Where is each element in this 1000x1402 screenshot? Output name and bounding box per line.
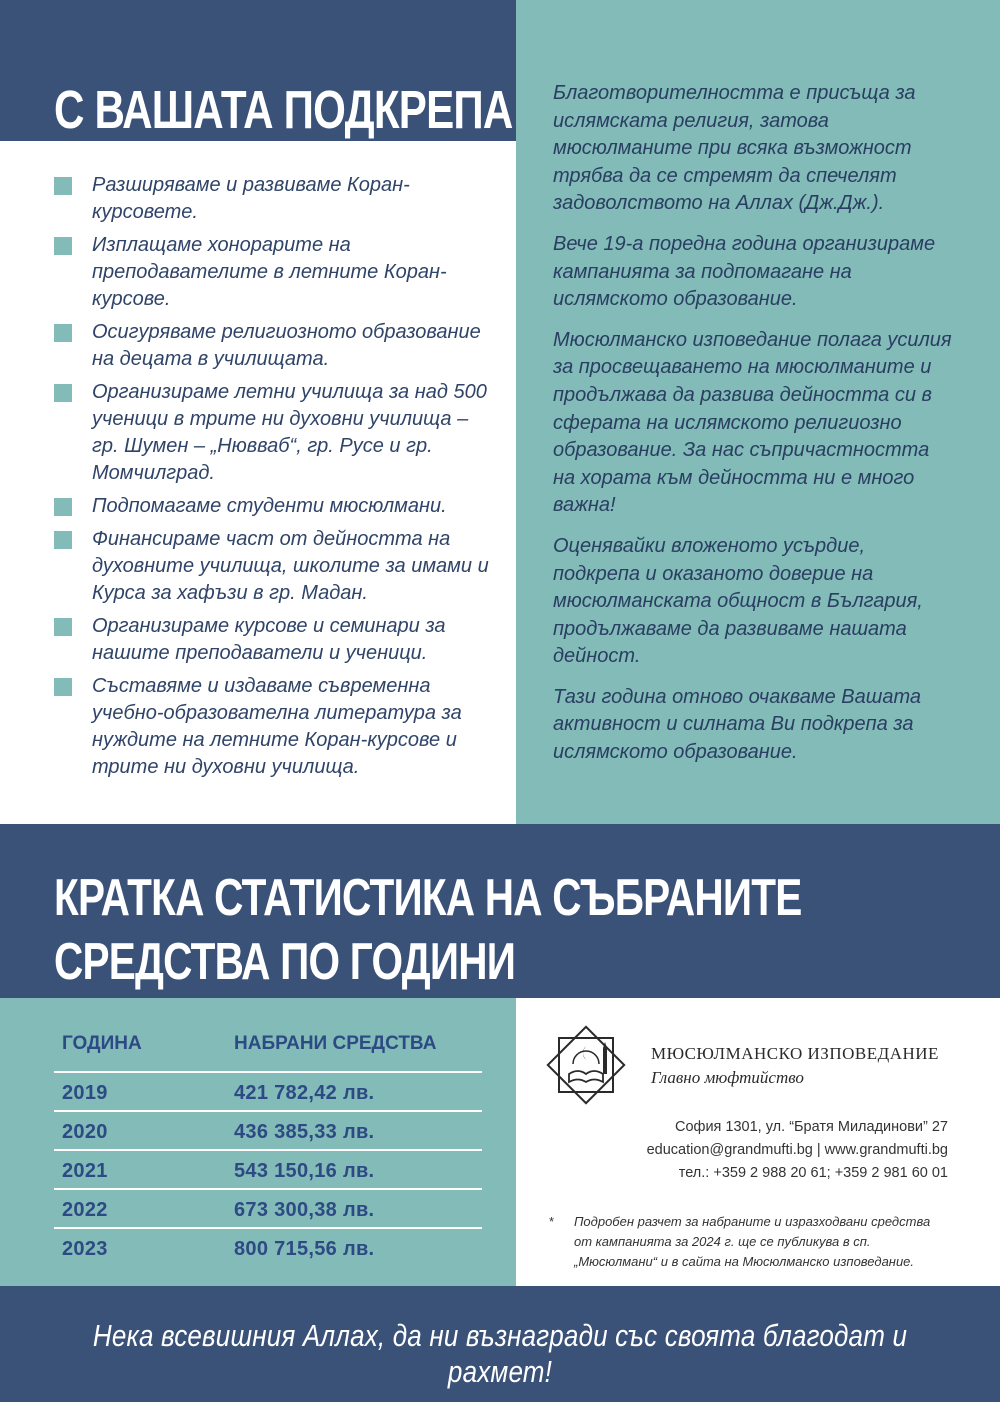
list-item-text: Подпомагаме студенти мюсюлмани. [92,495,447,517]
list-item [54,613,494,667]
table-cell-year: 2020 [62,1121,108,1143]
list-item [54,232,494,313]
table-cell-amount: 800 715,56 лв. [234,1238,375,1260]
table-cell-amount: 543 150,16 лв. [234,1160,375,1182]
table-cell-year: 2022 [62,1199,108,1221]
column-header-amount: НАБРАНИ СРЕДСТВА [234,1033,437,1054]
list-item [54,673,494,781]
intro-paragraph: Тази година отново очакваме Вашата активност и силната Ви подкрепа за ислямското образование. [553,685,922,764]
list-item [54,172,494,226]
table-cell-amount: 436 385,33 лв. [234,1121,375,1143]
intro-paragraph: Оценявайки вложеното усърдие, подкрепа и оказаното доверие на мюсюлманската общност в България, продължаваме да развиваме нашата дейност. [553,534,923,668]
list-item-text: Изплащаме хонорарите на преподавателите в летните Коран-курсове. [92,234,447,310]
table-divider [54,1149,482,1151]
intro-text [553,80,953,780]
support-list [54,172,494,787]
bullet-square-icon [54,531,72,549]
column-header-year: ГОДИНА [62,1033,142,1054]
org-address: София 1301, ул. “Братя Миладинови” 27 [674,1119,948,1135]
list-item [54,493,494,520]
table-cell-year: 2023 [62,1238,108,1260]
bullet-square-icon [54,618,72,636]
org-phones: тел.: +359 2 988 20 61; +359 2 981 60 01 [678,1165,948,1181]
org-subtitle: Главно мюфтийство [651,1068,804,1087]
table-divider [54,1071,482,1073]
list-item-text: Организираме летни училища за над 500 ученици в трите ни духовни училища – гр. Шумен – „Нювваб“, гр. Русе и гр. Момчилград. [92,381,487,484]
stats-heading-line: СРЕДСТВА ПО ГОДИНИ [54,933,516,991]
stats-heading [54,866,802,994]
table-divider [54,1227,482,1229]
list-item-text: Организираме курсове и семинари за нашите преподаватели и ученици. [92,615,446,664]
list-item-text: Финансираме част от дейността на духовните училища, школите за имами и Курса за хафъзи в гр. Мадан. [92,528,489,604]
table-cell-amount: 673 300,38 лв. [234,1199,375,1221]
list-item [54,526,494,607]
stats-heading-line: КРАТКА СТАТИСТИКА НА СЪБРАНИТЕ [54,869,802,927]
list-item-text: Разширяваме и развиваме Коран-курсовете. [92,174,410,223]
bullet-square-icon [54,237,72,255]
org-email-web[interactable]: education@grandmufti.bg | www.grandmufti.bg [646,1142,948,1158]
support-heading: С ВАШАТА ПОДКРЕПА [54,80,513,140]
org-logo-icon [543,1022,629,1108]
table-cell-year: 2019 [62,1082,108,1104]
footer-blessing: Нека всевишния Аллах, да ни възнагради със своята благодат и рахмет! [92,1318,908,1389]
bullet-square-icon [54,384,72,402]
bullet-square-icon [54,678,72,696]
table-cell-year: 2021 [62,1160,108,1182]
list-item-text: Осигуряваме религиозното образование на децата в училищата. [92,321,481,370]
list-item-text: Съставяме и издаваме съвременна учебно-образователна литература за нуждите на летните Коран-курсове и трите ни духовни училища. [92,675,462,778]
footnote: Подробен разчет за набраните и изразходвани средства от кампанията за 2024 г. ще се публикува в сп. „Мюсюлмани“ и в сайта на Мюсюлманско изповедание. [574,1214,931,1269]
intro-paragraph: Вече 19-а поредна година организираме кампанията за подпомагане на ислямското образование. [553,232,936,311]
list-item [54,319,494,373]
footnote-mark: * [549,1214,555,1229]
bullet-square-icon [54,177,72,195]
org-name: МЮСЮЛМАНСКО ИЗПОВЕДАНИЕ [651,1044,939,1063]
table-divider [54,1110,482,1112]
table-cell-amount: 421 782,42 лв. [234,1082,375,1104]
list-item [54,379,494,487]
intro-paragraph: Благотворителността е присъща за ислямската религия, затова мюсюлманите при всяка възможност трябва да се стремят да спечелят задоволството на Аллах (Дж.Дж.). [553,82,916,215]
bullet-square-icon [54,498,72,516]
table-divider [54,1188,482,1190]
intro-paragraph: Мюсюлманско изповедание полага усилия за просвещаването на мюсюлманите и продължава да развива дейността си в сферата на ислямското религиозно образование. За нас съпричастността на хората към дейността ни е много важна! [553,328,952,517]
bullet-square-icon [54,324,72,342]
